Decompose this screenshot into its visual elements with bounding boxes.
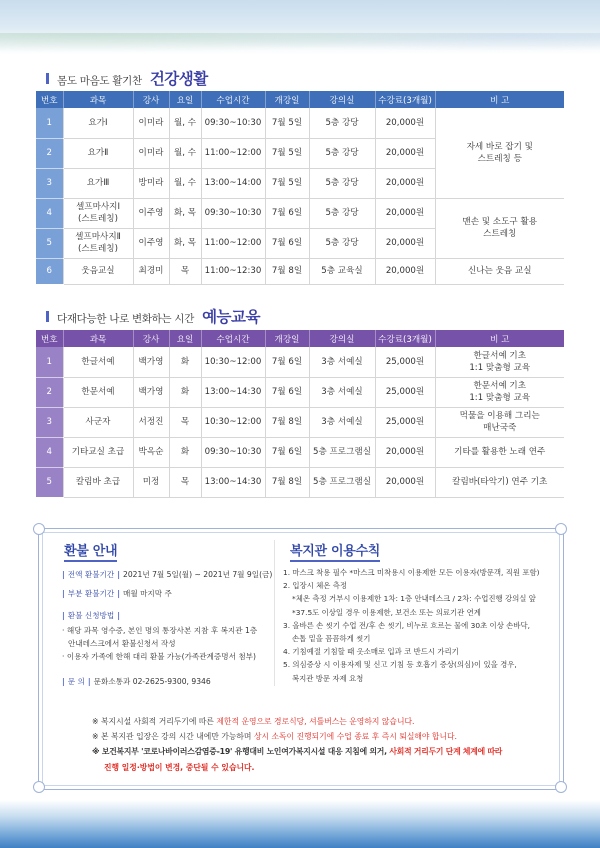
day-cell: 월, 수 (169, 168, 201, 198)
note-cell: 칼림바(타악기) 연주 기초 (435, 467, 564, 497)
row-number: 6 (36, 258, 63, 284)
time-cell: 09:30~10:30 (201, 437, 265, 467)
start-date-cell: 7월 6일 (265, 347, 309, 377)
fee-cell: 20,000원 (375, 198, 435, 228)
room-cell: 5층 교육실 (309, 258, 375, 284)
row-number: 3 (36, 407, 63, 437)
refund-full-period: | 전액 환불기간 | 2021년 7월 5일(월) ~ 2021년 7월 9일(금) (62, 570, 273, 579)
teacher-cell: 이미라 (133, 138, 169, 168)
section-health-heading: 건강생활 (149, 70, 208, 88)
column-divider (274, 540, 275, 686)
note-cell: 한문서예 기초 1:1 맞춤형 교육 (435, 377, 564, 407)
teacher-cell: 미정 (133, 467, 169, 497)
column-header: 비 고 (435, 91, 564, 108)
column-header: 과목 (63, 91, 133, 108)
fee-cell: 20,000원 (375, 108, 435, 138)
watercolor-bottom-banner (0, 800, 600, 848)
column-header: 수강료(3개월) (375, 91, 435, 108)
note-cell: 먹물을 이용해 그리는 매난국죽 (435, 407, 564, 437)
day-cell: 화, 목 (169, 228, 201, 258)
room-cell: 5층 프로그램실 (309, 467, 375, 497)
column-header: 수업시간 (201, 330, 265, 347)
start-date-cell: 7월 6일 (265, 228, 309, 258)
teacher-cell: 서정진 (133, 407, 169, 437)
fee-cell: 20,000원 (375, 467, 435, 497)
frame-corner-icon (33, 523, 45, 535)
section-arts-heading: 예능교육 (202, 308, 260, 326)
time-cell: 13:00~14:00 (201, 168, 265, 198)
time-cell: 11:00~12:00 (201, 138, 265, 168)
health-class-table (36, 91, 564, 285)
start-date-cell: 7월 6일 (265, 198, 309, 228)
column-header: 강사 (133, 91, 169, 108)
fee-cell: 25,000원 (375, 377, 435, 407)
teacher-cell: 이미라 (133, 108, 169, 138)
teacher-cell: 이주영 (133, 228, 169, 258)
table-row (36, 258, 564, 284)
watercolor-top-banner (0, 0, 600, 55)
column-header: 요일 (169, 330, 201, 347)
note-cell: 신나는 웃음 교실 (435, 258, 564, 284)
day-cell: 목 (169, 258, 201, 284)
notice-2: ※ 본 복지관 입장은 강의 시간 내에만 가능하며 상시 소독이 진행되기에 수업 종료 후 즉시 퇴실해야 합니다. (92, 732, 458, 741)
room-cell: 3층 서예실 (309, 377, 375, 407)
note-cell: 한글서예 기초 1:1 맞춤형 교육 (435, 347, 564, 377)
subject-cell: 요가Ⅰ (63, 108, 133, 138)
refund-method-lines: · 해당 과목 영수증, 본인 명의 통장사본 지참 후 복지관 1층 안내데스크에서 환불신청서 작성 · 이용자 가족에 한해 대리 환불 가능(가족관계증명서 첨부) (62, 626, 258, 661)
room-cell: 5층 강당 (309, 198, 375, 228)
fee-cell: 20,000원 (375, 168, 435, 198)
column-header: 개강일 (265, 91, 309, 108)
start-date-cell: 7월 8일 (265, 467, 309, 497)
room-cell: 3층 서예실 (309, 347, 375, 377)
notice-3: ※ 보건복지부 '코로나바이러스감염증-19' 유행대비 노인여가복지시설 대응 지침에 의거, 사회적 거리두기 단계 체계에 따라 (92, 747, 503, 756)
time-cell: 10:30~12:00 (201, 347, 265, 377)
refund-partial-period: | 부분 환불기간 | 매월 마지막 주 (62, 589, 172, 598)
fee-cell: 20,000원 (375, 138, 435, 168)
note-cell: 맨손 및 소도구 활용 스트레칭 (435, 198, 564, 258)
note-cell: 자세 바로 잡기 및 스트레칭 등 (435, 108, 564, 198)
fee-cell: 20,000원 (375, 258, 435, 284)
teacher-cell: 최경미 (133, 258, 169, 284)
row-number: 2 (36, 377, 63, 407)
column-header: 과목 (63, 330, 133, 347)
table-row (36, 377, 564, 407)
title-bar-icon (46, 73, 49, 84)
note-cell: 기타를 활용한 노래 연주 (435, 437, 564, 467)
frame-corner-icon (33, 781, 45, 793)
day-cell: 화 (169, 347, 201, 377)
column-header: 강의실 (309, 330, 375, 347)
fee-cell: 20,000원 (375, 228, 435, 258)
subject-cell: 한글서예 (63, 347, 133, 377)
fee-cell: 25,000원 (375, 347, 435, 377)
table-row (36, 407, 564, 437)
frame-corner-icon (555, 781, 567, 793)
title-bar-icon (46, 311, 49, 322)
time-cell: 13:00~14:30 (201, 467, 265, 497)
subject-cell: 셀프마사지Ⅱ (스트레칭) (63, 228, 133, 258)
column-header: 수업시간 (201, 91, 265, 108)
start-date-cell: 7월 5일 (265, 108, 309, 138)
table-row (36, 467, 564, 497)
time-cell: 09:30~10:30 (201, 108, 265, 138)
subject-cell: 기타교실 초급 (63, 437, 133, 467)
row-number: 1 (36, 347, 63, 377)
row-number: 5 (36, 228, 63, 258)
arts-class-table (36, 330, 564, 498)
column-header: 요일 (169, 91, 201, 108)
room-cell: 3층 서예실 (309, 407, 375, 437)
table-row (36, 198, 564, 228)
start-date-cell: 7월 8일 (265, 258, 309, 284)
day-cell: 목 (169, 407, 201, 437)
subject-cell: 요가Ⅱ (63, 138, 133, 168)
row-number: 1 (36, 108, 63, 138)
teacher-cell: 박옥순 (133, 437, 169, 467)
room-cell: 5층 강당 (309, 138, 375, 168)
teacher-cell: 백가영 (133, 377, 169, 407)
subject-cell: 셀프마사지Ⅰ (스트레칭) (63, 198, 133, 228)
row-number: 4 (36, 198, 63, 228)
day-cell: 월, 수 (169, 138, 201, 168)
time-cell: 11:00~12:00 (201, 228, 265, 258)
subject-cell: 칼림바 초급 (63, 467, 133, 497)
notice-1: ※ 복지시설 사회적 거리두기에 따른 제한적 운영으로 경로식당, 셔틀버스는 운영하지 않습니다. (92, 717, 415, 726)
table-row (36, 108, 564, 138)
start-date-cell: 7월 5일 (265, 138, 309, 168)
day-cell: 목 (169, 467, 201, 497)
arts-table-header (36, 330, 564, 347)
notice-3-continued: 진행 일정·방법이 변경, 중단될 수 있습니다. (104, 763, 255, 772)
column-header: 개강일 (265, 330, 309, 347)
time-cell: 10:30~12:00 (201, 407, 265, 437)
column-header: 강사 (133, 330, 169, 347)
time-cell: 11:00~12:30 (201, 258, 265, 284)
room-cell: 5층 강당 (309, 228, 375, 258)
table-row (36, 437, 564, 467)
frame-corner-icon (555, 523, 567, 535)
column-header: 번호 (36, 330, 63, 347)
table-row (36, 347, 564, 377)
refund-contact: | 문 의 | 문화소통과 02-2625-9300, 9346 (62, 677, 211, 686)
room-cell: 5층 강당 (309, 168, 375, 198)
subject-cell: 요가Ⅲ (63, 168, 133, 198)
start-date-cell: 7월 8일 (265, 407, 309, 437)
time-cell: 09:30~10:30 (201, 198, 265, 228)
refund-method-label: | 환불 신청방법 | (62, 611, 120, 620)
subject-cell: 사군자 (63, 407, 133, 437)
column-header: 강의실 (309, 91, 375, 108)
column-header: 비 고 (435, 330, 564, 347)
rules-list: 1. 마스크 착용 필수 *마스크 미착용시 이용제한 모든 이용자(방문객, 직원 포함) 2. 입장시 체온 측정 *체온 측정 거부시 이용제한 1차: 1층 안내데스크 / 2차: 수업진행 강의실 앞 *37.5도 이상일 경우 이용제한, 보건소 또는 의료기관 연계 3. 올바른 손 씻기 수업 전/후 손 씻기, 비누로 흐르는 물에 30초 이상 손바닥, 손톱 밑을 꼼꼼하게 씻기 4. 기침예절 기침할 때 옷소매로 입과 코 반드시 가리기 5. 의심증상 시 이용자제 및 신고 기침 등 호흡기 증상(의심)이 있을 경우, 복지관 방문 자제 요청 (283, 568, 540, 683)
time-cell: 13:00~14:30 (201, 377, 265, 407)
column-header: 번호 (36, 91, 63, 108)
section-health-subtitle: 몸도 마음도 활기찬 (57, 75, 142, 87)
teacher-cell: 방미라 (133, 168, 169, 198)
start-date-cell: 7월 6일 (265, 377, 309, 407)
day-cell: 화 (169, 377, 201, 407)
rules-title: 복지관 이용수칙 (290, 540, 380, 559)
day-cell: 월, 수 (169, 108, 201, 138)
start-date-cell: 7월 6일 (265, 437, 309, 467)
room-cell: 5층 강당 (309, 108, 375, 138)
row-number: 2 (36, 138, 63, 168)
row-number: 5 (36, 467, 63, 497)
health-table-header (36, 91, 564, 108)
fee-cell: 25,000원 (375, 407, 435, 437)
subject-cell: 한문서예 (63, 377, 133, 407)
day-cell: 화, 목 (169, 198, 201, 228)
column-header: 수강료(3개월) (375, 330, 435, 347)
row-number: 3 (36, 168, 63, 198)
refund-title: 환불 안내 (64, 540, 117, 559)
row-number: 4 (36, 437, 63, 467)
teacher-cell: 이주영 (133, 198, 169, 228)
section-health-title (46, 67, 208, 89)
fee-cell: 20,000원 (375, 437, 435, 467)
teacher-cell: 백가영 (133, 347, 169, 377)
subject-cell: 웃음교실 (63, 258, 133, 284)
section-arts-title (46, 305, 260, 327)
start-date-cell: 7월 5일 (265, 168, 309, 198)
room-cell: 5층 프로그램실 (309, 437, 375, 467)
section-arts-subtitle: 다재다능한 나로 변화하는 시간 (57, 313, 195, 325)
day-cell: 화 (169, 437, 201, 467)
